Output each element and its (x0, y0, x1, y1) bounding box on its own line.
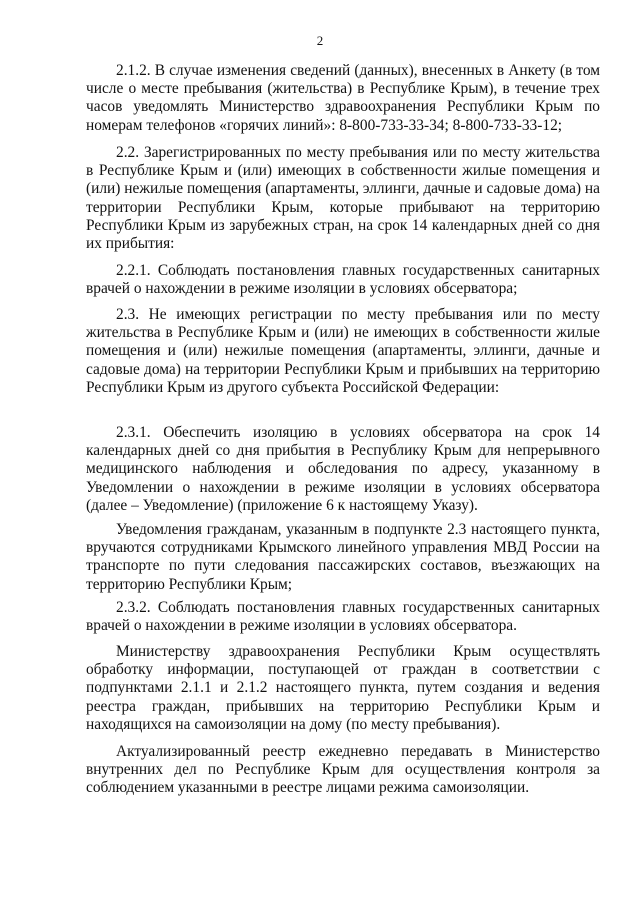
page-number: 2 (316, 33, 324, 48)
paragraph-2-1-2: 2.1.2. В случае изменения сведений (данных), внесенных в Анкету (в том числе о месте пребывания (жительства) в Республике Крым), в течение трех часов уведомлять Министерство здравоохранения Республики Крым по номерам телефонов «горячих линий»: 8-800-733-33-34; 8-800-733-33-12; (86, 62, 600, 134)
paragraph-2-3-1: 2.3.1. Обеспечить изоляцию в условиях обсерватора на срок 14 календарных дней со дня прибытия в Республику Крым для непрерывного медицинского наблюдения и обследования по адресу, указанному в Уведомлении о нахождении в режиме изоляции в условиях обсерватора (далее – Уведомление) (приложение 6 к настоящему Указу). (86, 424, 600, 514)
paragraph-registry-transfer: Актуализированный реестр ежедневно передавать в Министерство внутренних дел по Республике Крым для осуществления контроля за соблюдением указанными в реестре лицами режима самоизоляции. (86, 743, 600, 797)
paragraph-2-3: 2.3. Не имеющих регистрации по месту пребывания или по месту жительства в Республике Крым и (или) не имеющих в собственности жилые помещения и (или) нежилые помещения (апартаменты, эллинги, дачные и садовые дома) на территории Республики Крым и прибывших на территорию Республики Крым из другого субъекта Российской Федерации: (86, 306, 600, 396)
paragraph-ministry-registry: Министерству здравоохранения Республики Крым осуществлять обработку информации, поступающей от граждан в соответствии с подпунктами 2.1.1 и 2.1.2 настоящего пункта, путем создания и ведения реестра граждан, прибывших на территорию Республики Крым и находящихся на самоизоляции на дому (по месту пребывания). (86, 643, 600, 733)
paragraph-2-2: 2.2. Зарегистрированных по месту пребывания или по месту жительства в Республике Крым и (или) имеющих в собственности жилые помещения и (или) нежилые помещения (апартаменты, эллинги, дачные и садовые дома) на территории Республики Крым, которые прибывают на территорию Республики Крым из зарубежных стран, на срок 14 календарных дней со дня их прибытия: (86, 144, 600, 253)
paragraph-2-3-2: 2.3.2. Соблюдать постановления главных государственных санитарных врачей о нахождении в режиме изоляции в условиях обсерватора. (86, 599, 600, 635)
paragraph-notifications: Уведомления гражданам, указанным в подпункте 2.3 настоящего пункта, вручаются сотрудниками Крымского линейного управления МВД России на транспорте по пути следования пассажирских составов, въезжающих на территорию Республики Крым; (86, 521, 600, 593)
paragraph-2-2-1: 2.2.1. Соблюдать постановления главных государственных санитарных врачей о нахождении в режиме изоляции в условиях обсерватора; (86, 262, 600, 298)
